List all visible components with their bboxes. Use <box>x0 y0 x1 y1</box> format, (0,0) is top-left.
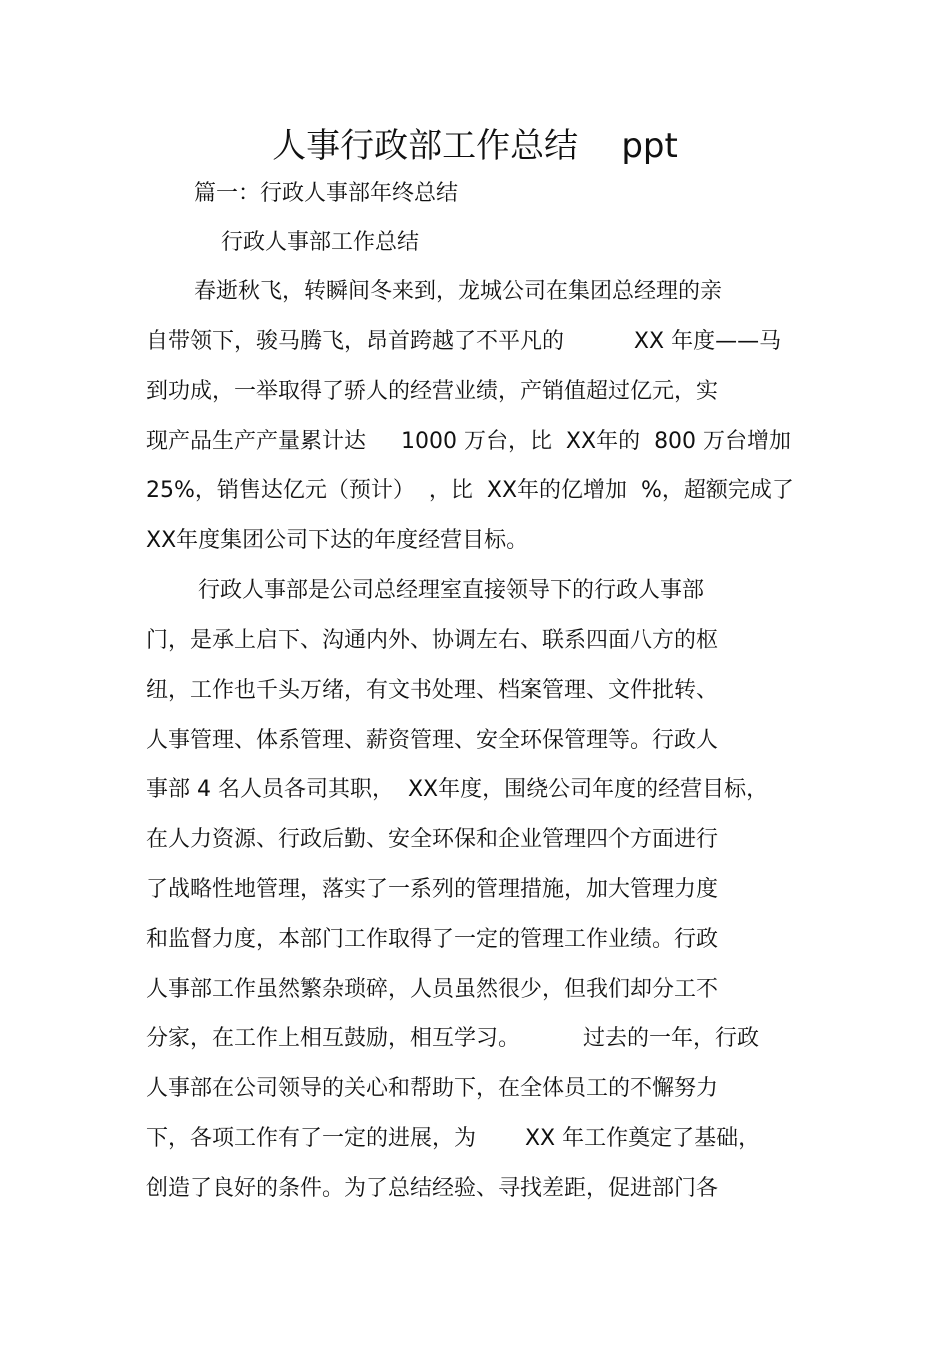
paragraph-line: 和监督力度，本部门工作取得了一定的管理工作业绩。行政 <box>146 927 719 952</box>
paragraph-line: 了战略性地管理，落实了一系列的管理措施，加大管理力度 <box>146 877 719 902</box>
document-title: 人事行政部工作总结 ppt <box>272 126 678 166</box>
paragraph-line: 春逝秋飞，转瞬间冬来到，龙城公司在集团总经理的亲 <box>194 279 723 304</box>
paragraph-line: 到功成，一举取得了骄人的经营业绩，产销值超过亿元，实 <box>146 379 719 404</box>
paragraph-line: 门，是承上启下、沟通内外、协调左右、联系四面八方的枢 <box>146 628 719 653</box>
sub-heading: 行政人事部工作总结 <box>221 230 420 255</box>
paragraph-line: 创造了良好的条件。为了总结经验、寻找差距，促进部门各 <box>146 1176 719 1201</box>
paragraph-line: 人事部工作虽然繁杂琐碎，人员虽然很少，但我们却分工不 <box>146 977 719 1002</box>
paragraph-line: 事部 4 名人员各司其职， XX年度，围绕公司年度的经营目标， <box>146 777 769 802</box>
paragraph-line: 分家，在工作上相互鼓励，相互学习。 过去的一年，行政 <box>146 1026 759 1051</box>
paragraph-line: 下，各项工作有了一定的进展，为 XX 年工作奠定了基础， <box>146 1126 761 1151</box>
paragraph-line: 25%，销售达亿元（预计） ，比 XX年的亿增加 %，超额完成了 <box>146 478 794 503</box>
paragraph-line: 行政人事部是公司总经理室直接领导下的行政人事部 <box>198 578 705 603</box>
section-heading: 篇一：行政人事部年终总结 <box>194 181 459 206</box>
paragraph-line: 人事部在公司领导的关心和帮助下，在全体员工的不懈努力 <box>146 1076 719 1101</box>
paragraph-line: 现产品生产产量累计达 1000 万台，比 XX年的 800 万台增加 <box>146 429 792 454</box>
paragraph-line: XX年度集团公司下达的年度经营目标。 <box>146 528 529 553</box>
paragraph-line: 自带领下，骏马腾飞，昂首跨越了不平凡的 XX 年度——马 <box>146 329 782 354</box>
paragraph-line: 人事管理、体系管理、薪资管理、安全环保管理等。行政人 <box>146 728 719 753</box>
paragraph-line: 在人力资源、行政后勤、安全环保和企业管理四个方面进行 <box>146 827 719 852</box>
paragraph-line: 纽，工作也千头万绪，有文书处理、档案管理、文件批转、 <box>146 678 719 703</box>
